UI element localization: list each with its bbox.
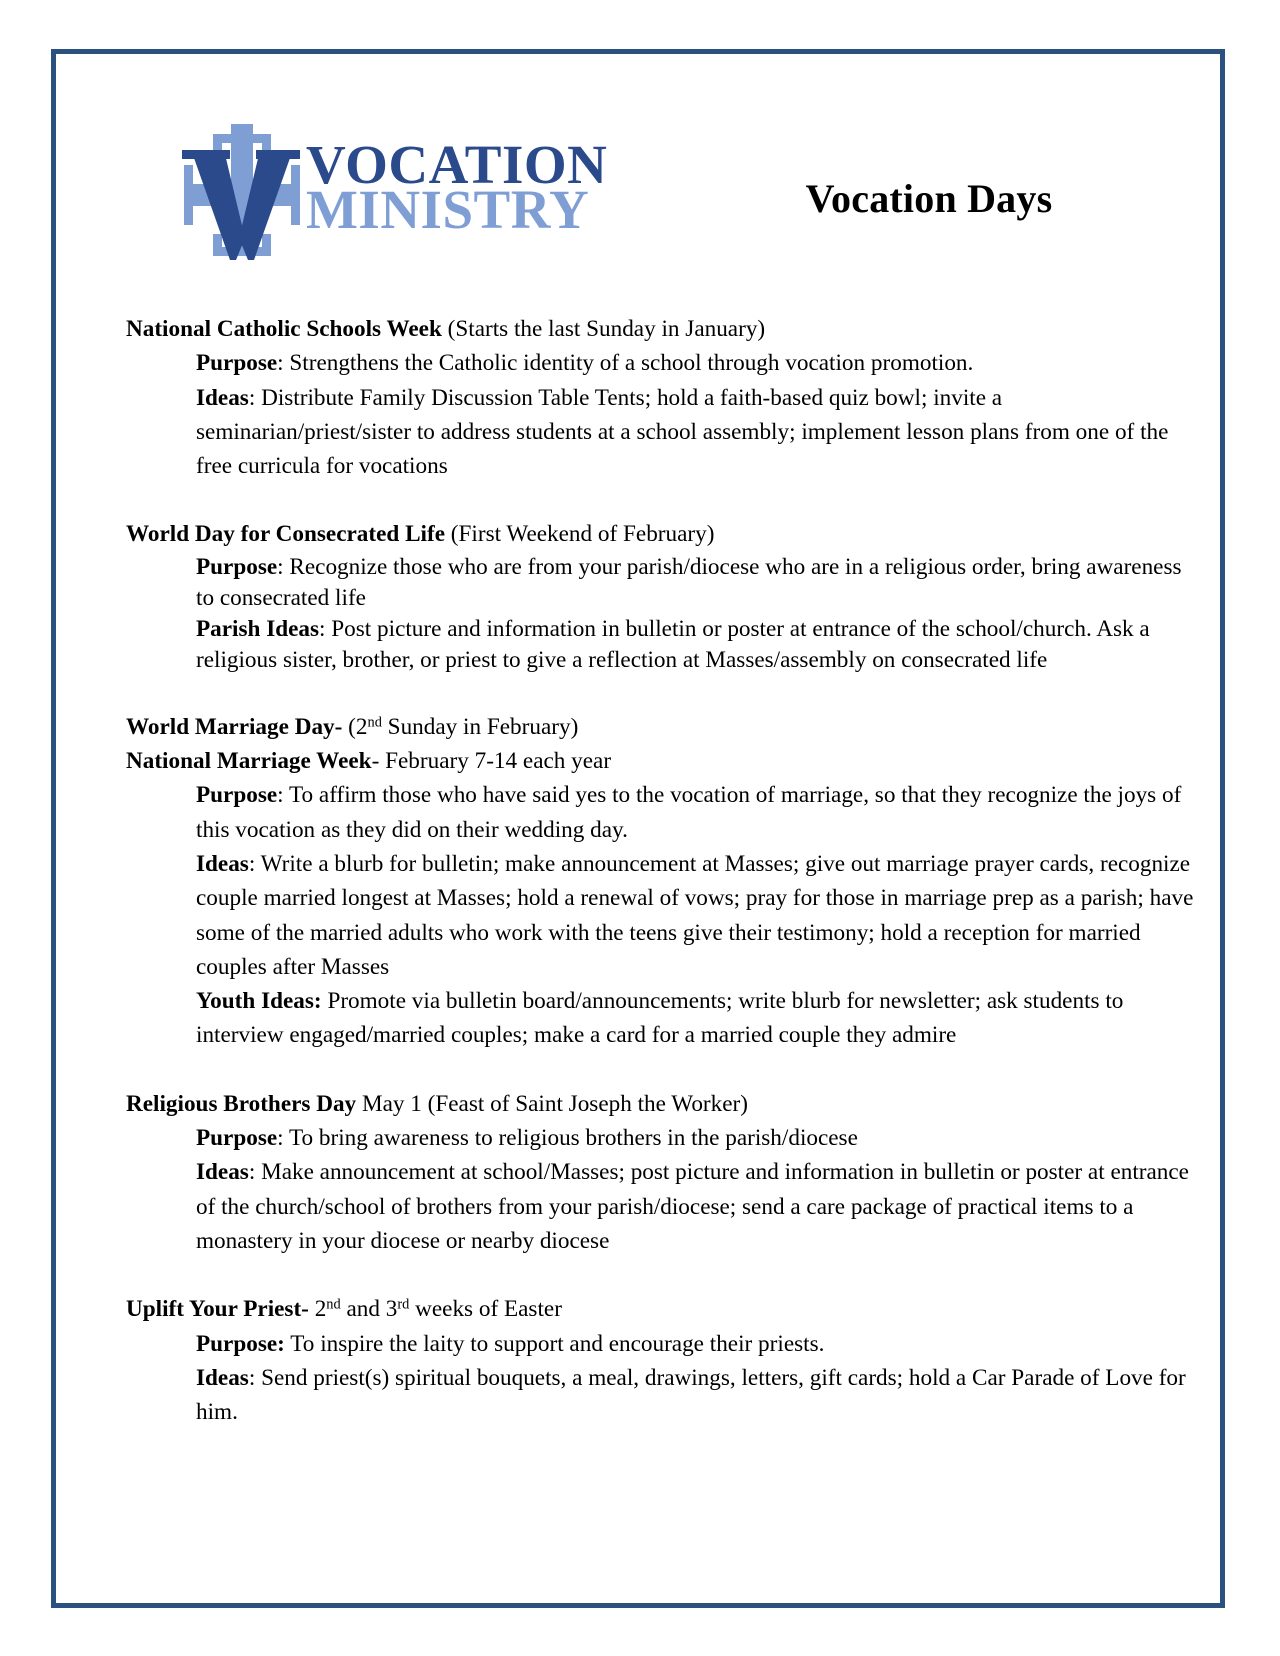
section-heading xyxy=(126,1087,1201,1121)
section-line-ideas xyxy=(196,1155,1201,1258)
logo-wordmark xyxy=(306,133,608,240)
ordinal-suffix: nd xyxy=(326,1296,341,1313)
section-line-purpose xyxy=(196,778,1201,847)
line-text: : To affirm those who have said yes to the vocation of marriage, so that they recognize the joys of this vocation as they did on their wedding day. xyxy=(196,782,1182,843)
section-heading-bold: World Day for Consecrated Life xyxy=(126,521,445,548)
line-text: : Write a blurb for bulletin; make announcement at Masses; give out marriage prayer cards, recognize couple married longest at Masses; hold a renewal of vows; pray for those in marriage prep as a parish; have some of the married adults who work with the teens give their testimony; hold a reception for married couples after Masses xyxy=(196,850,1194,980)
section-uplift-your-priest xyxy=(126,1292,1201,1429)
section-heading-rest: (First Weekend of February) xyxy=(445,521,715,548)
section-heading-rest-pre: (2 xyxy=(342,713,368,740)
section-line-ideas xyxy=(196,381,1201,484)
section-line-purpose xyxy=(196,1121,1201,1155)
section-heading-rest-pre: 2 xyxy=(308,1296,327,1323)
document-header xyxy=(112,108,1276,283)
section-heading-bold: World Marriage Day- xyxy=(126,713,343,740)
line-text: : Send priest(s) spiritual bouquets, a meal, drawings, letters, gift cards; hold a Car Parade of Love for him. xyxy=(196,1364,1186,1426)
section-line-purpose xyxy=(196,346,1201,380)
line-text: : To bring awareness to religious brothers in the parish/diocese xyxy=(277,1125,858,1152)
section-line-ideas xyxy=(196,847,1201,984)
line-label: Purpose xyxy=(196,782,278,809)
section-body xyxy=(126,552,1201,676)
line-text: : Make announcement at school/Masses; post picture and information in bulletin or poster at entrance of the church/school of brothers from your parish/diocese; send a care package of practical items to a monastery in your diocese or nearby diocese xyxy=(196,1159,1189,1254)
section-line-purpose xyxy=(196,552,1201,614)
section-heading-mid: and 3 xyxy=(340,1296,398,1323)
section-heading-rest-post: weeks of Easter xyxy=(409,1296,562,1323)
line-label: Parish Ideas xyxy=(196,615,320,642)
section-heading-world-marriage-day xyxy=(126,710,1201,744)
vocation-ministry-logo xyxy=(172,116,642,276)
line-label: Purpose: xyxy=(196,1330,285,1357)
section-heading-rest: (Starts the last Sunday in January) xyxy=(441,316,766,342)
section-heading-bold: National Marriage Week xyxy=(126,748,372,775)
section-heading-bold: Religious Brothers Day xyxy=(126,1090,357,1117)
section-line-purpose xyxy=(196,1327,1201,1361)
line-label: Purpose xyxy=(196,553,278,580)
section-heading xyxy=(126,312,1201,346)
section-world-day-for-consecrated-life xyxy=(126,517,1201,675)
page-title: Vocation Days xyxy=(805,176,1053,221)
section-heading-rest: May 1 (Feast of Saint Joseph the Worker) xyxy=(356,1090,748,1117)
section-marriage xyxy=(126,710,1201,1053)
section-heading-rest: - February 7-14 each year xyxy=(371,748,612,775)
line-label: Ideas xyxy=(196,384,249,411)
section-body xyxy=(126,1121,1201,1258)
section-religious-brothers-day xyxy=(126,1087,1201,1258)
line-label: Ideas xyxy=(196,850,249,877)
line-text: Promote via bulletin board/announcements; write blurb for newsletter; ask students to interview engaged/married couples; make a card for a married couple they admire xyxy=(196,988,1124,1049)
section-heading xyxy=(126,1292,1201,1326)
line-text: To inspire the laity to support and encourage their priests. xyxy=(284,1330,825,1357)
line-text: : Strengthens the Catholic identity of a school through vocation promotion. xyxy=(277,350,974,377)
line-text: : Distribute Family Discussion Table Tents; hold a faith-based quiz bowl; invite a seminarian/priest/sister to address students at a school assembly; implement lesson plans from one of the free curricula for vocations xyxy=(196,384,1169,480)
page-border-frame xyxy=(51,49,1225,1608)
line-label: Ideas xyxy=(196,1364,249,1391)
logo-wordmark-line2: MINISTRY xyxy=(306,178,590,240)
line-text: : Post picture and information in bulletin or poster at entrance of the school/church. Ask a religious sister, brother, or priest to give a reflection at Masses/assembly on consecrated life xyxy=(196,615,1150,673)
section-body xyxy=(126,346,1201,483)
section-heading-national-marriage-week xyxy=(126,744,1201,778)
section-heading-bold: Uplift Your Priest- xyxy=(126,1296,309,1323)
document-body xyxy=(126,312,1201,1429)
ordinal-suffix-2: rd xyxy=(397,1296,410,1313)
line-label: Youth Ideas: xyxy=(196,988,322,1015)
section-body xyxy=(126,778,1201,1052)
section-line-ideas xyxy=(196,1361,1201,1430)
section-line-parish-ideas xyxy=(196,614,1201,676)
section-national-catholic-schools-week xyxy=(126,312,1201,483)
line-label: Ideas xyxy=(196,1159,249,1186)
section-heading-rest-post: Sunday in February) xyxy=(381,713,579,740)
section-line-youth-ideas xyxy=(196,984,1201,1053)
line-label: Purpose xyxy=(196,1125,278,1152)
section-heading-bold: National Catholic Schools Week xyxy=(126,316,442,342)
section-body xyxy=(126,1327,1201,1430)
logo-wordmark-line1: VOCATION xyxy=(306,133,608,195)
section-heading xyxy=(126,517,1201,551)
cross-and-v-monogram-icon xyxy=(172,120,312,260)
line-text: : Recognize those who are from your parish/diocese who are in a religious order, bring awareness to consecrated life xyxy=(196,553,1182,611)
line-label: Purpose xyxy=(196,350,278,377)
ordinal-suffix: nd xyxy=(367,714,382,731)
